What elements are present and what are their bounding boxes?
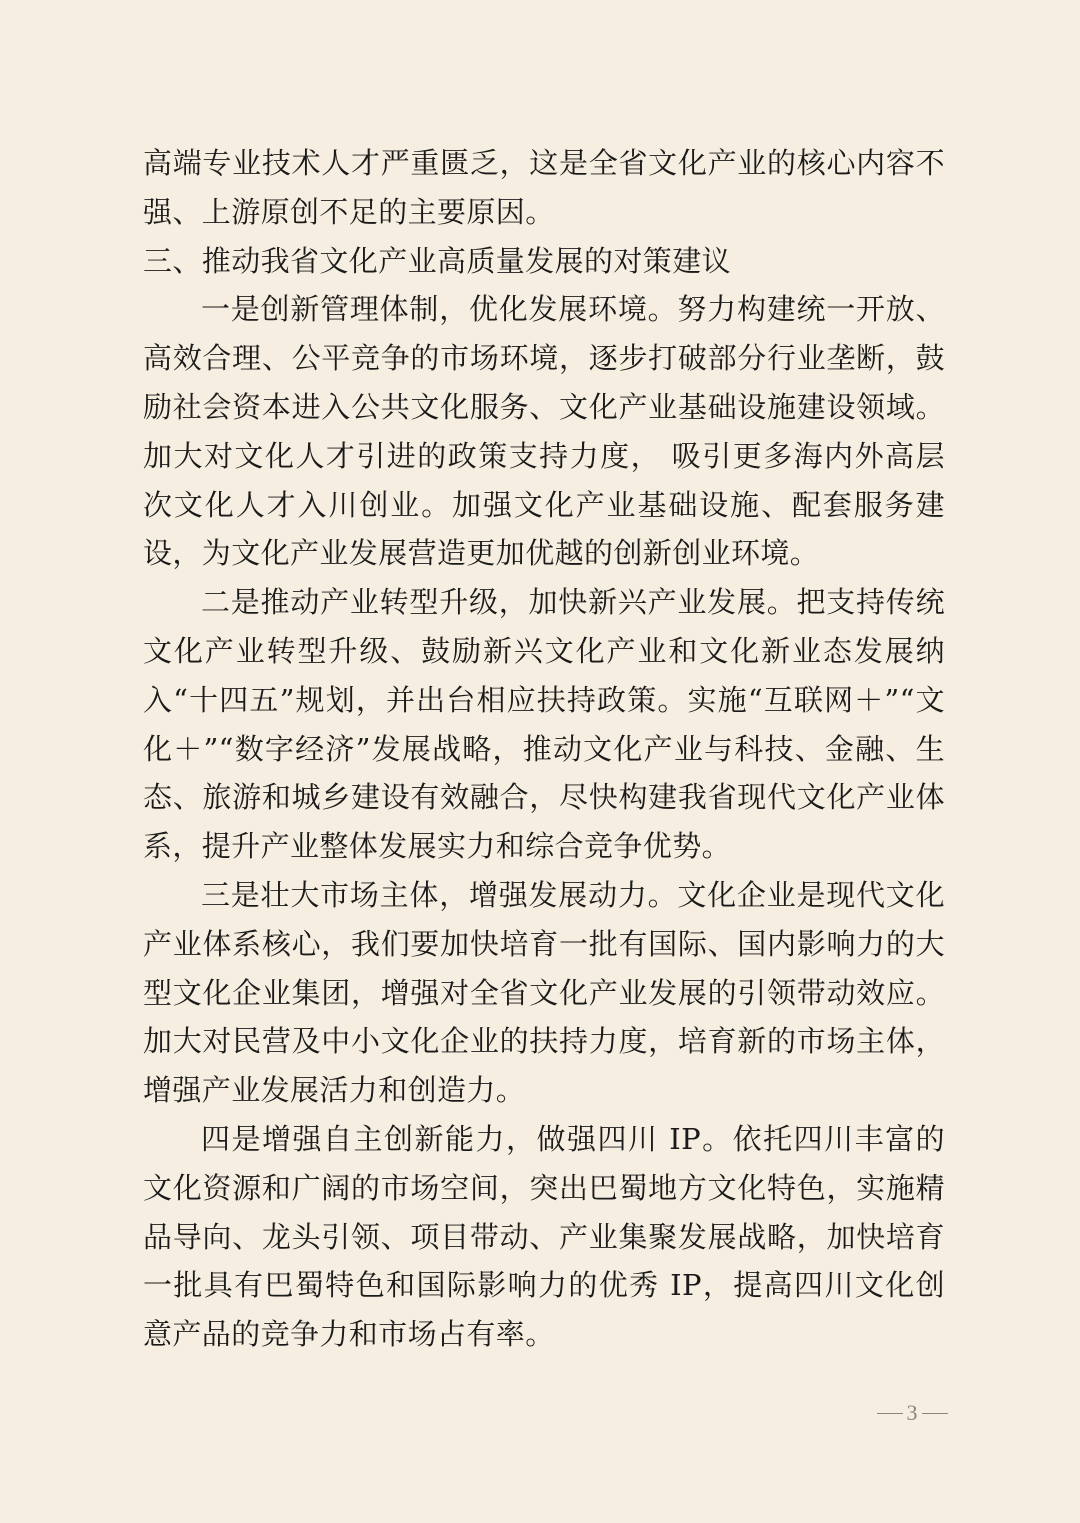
page-number-value: 3 [906, 1400, 918, 1425]
paragraph-continuation: 高端专业技术人才严重匮乏，这是全省文化产业的核心内容不强、上游原创不足的主要原因。 [143, 146, 945, 229]
section-heading: 三、推动我省文化产业高质量发展的对策建议 [143, 243, 732, 278]
paragraph-measure-2: 二是推动产业转型升级，加快新兴产业发展。把支持传统文化产业转型升级、鼓励新兴文化产业和文化新业态发展纳入“十四五”规划，并出台相应扶持政策。实施“互联网＋”“文化＋”“数字经济”发展战略，推动文化产业与科技、金融、生态、旅游和城乡建设有效融合，尽快构建我省现代文化产业体系，提升产业整体发展实力和综合竞争优势。 [143, 585, 945, 864]
document-body [143, 139, 945, 1359]
paragraph-measure-4: 四是增强自主创新能力，做强四川 IP。依托四川丰富的文化资源和广阔的市场空间，突出巴蜀地方文化特色，实施精品导向、龙头引领、项目带动、产业集聚发展战略，加快培育一批具有巴蜀特色和国际影响力的优秀 IP，提高四川文化创意产品的竞争力和市场占有率。 [143, 1121, 945, 1352]
paragraph-measure-1: 一是创新管理体制，优化发展环境。努力构建统一开放、高效合理、公平竞争的市场环境，逐步打破部分行业垄断，鼓励社会资本进入公共文化服务、文化产业基础设施建设领域。加大对文化人才引进的政策支持力度， 吸引更多海内外高层次文化人才入川创业。加强文化产业基础设施、配套服务建设，为文化产业发展营造更加优越的创新创业环境。 [143, 292, 945, 571]
paragraph-measure-3: 三是壮大市场主体，增强发展动力。文化企业是现代文化产业体系核心，我们要加快培育一批有国际、国内影响力的大型文化企业集团，增强对全省文化产业发展的引领带动效应。加大对民营及中小文化企业的扶持力度，培育新的市场主体，增强产业发展活力和创造力。 [143, 877, 945, 1108]
page-number [872, 1398, 952, 1428]
page-number-right-rule [922, 1413, 948, 1414]
page-number-left-rule [877, 1413, 903, 1414]
